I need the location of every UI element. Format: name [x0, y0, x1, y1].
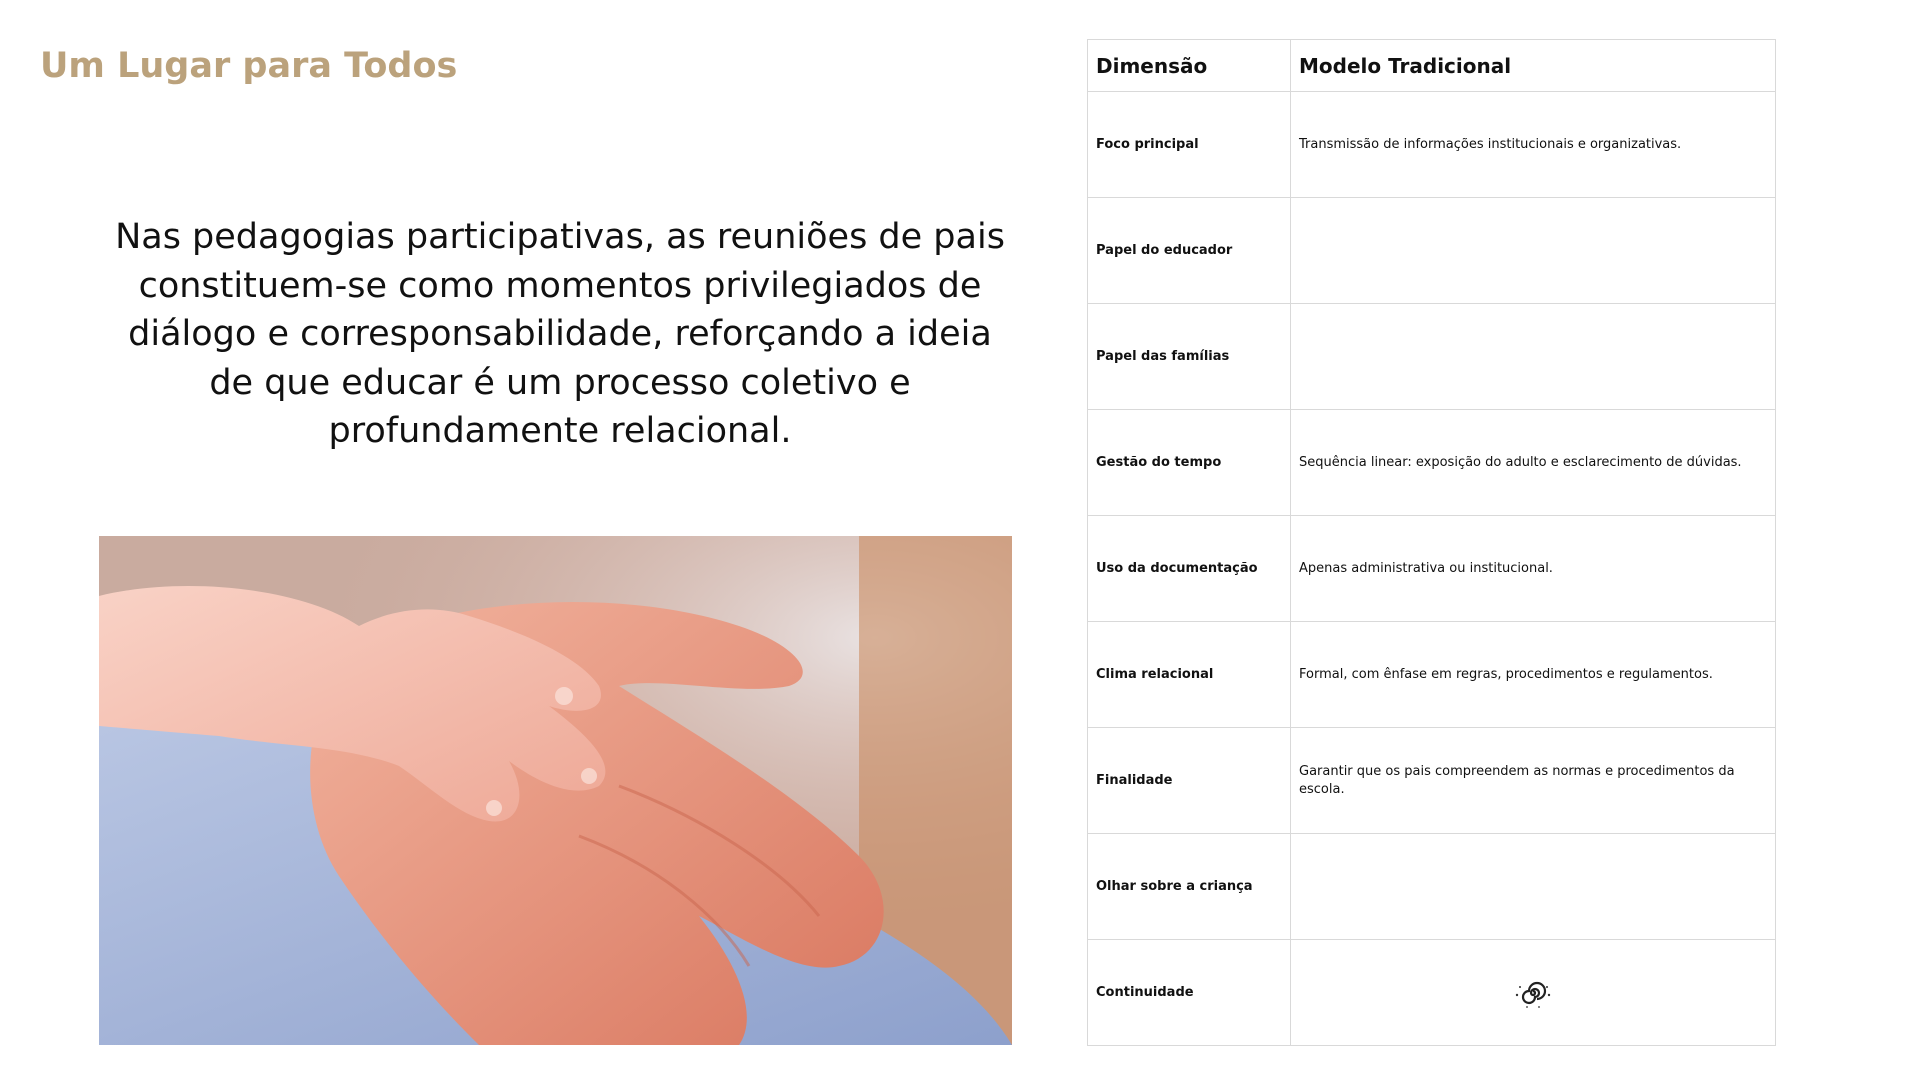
header-dimension: Dimensão: [1088, 40, 1291, 92]
table-row: [1088, 198, 1776, 304]
comparison-table-container: [1087, 39, 1775, 1045]
hands-photo-illustration: [99, 536, 1012, 1045]
row-value: [1291, 198, 1776, 304]
row-value: Sequência linear: exposição do adulto e esclarecimento de dúvidas.: [1291, 410, 1776, 516]
row-value: Garantir que os pais compreendem as normas e procedimentos da escola.: [1291, 728, 1776, 834]
row-value: Formal, com ênfase em regras, procedimentos e regulamentos.: [1291, 622, 1776, 728]
table-row: [1088, 940, 1776, 1046]
table-row: [1088, 516, 1776, 622]
row-value: Transmissão de informações institucionais e organizativas.: [1291, 92, 1776, 198]
header-traditional-model: Modelo Tradicional: [1291, 40, 1776, 92]
row-dimension: Finalidade: [1088, 728, 1291, 834]
comparison-table: [1087, 39, 1776, 1046]
table-row: [1088, 410, 1776, 516]
table-row: [1088, 92, 1776, 198]
row-dimension: Papel do educador: [1088, 198, 1291, 304]
row-dimension: Clima relacional: [1088, 622, 1291, 728]
table-header-row: [1088, 40, 1776, 92]
row-dimension: Gestão do tempo: [1088, 410, 1291, 516]
table-row: [1088, 728, 1776, 834]
row-dimension: Foco principal: [1088, 92, 1291, 198]
row-value: [1291, 834, 1776, 940]
table-row: [1088, 304, 1776, 410]
row-dimension: Papel das famílias: [1088, 304, 1291, 410]
quote-text: Nas pedagogias participativas, as reuniões de pais constituem-se como momentos privilegiados de diálogo e corresponsabilidade, reforçando a ideia de que educar é um processo coletivo e profundamente relacional.: [115, 217, 1005, 451]
row-dimension: Continuidade: [1088, 940, 1291, 1046]
row-value: Apenas administrativa ou institucional.: [1291, 516, 1776, 622]
slide-title: Um Lugar para Todos: [40, 46, 458, 86]
row-dimension: Olhar sobre a criança: [1088, 834, 1291, 940]
row-dimension: Uso da documentação: [1088, 516, 1291, 622]
row-value-logo: [1291, 940, 1776, 1046]
spiral-logo-icon: [1505, 973, 1561, 1013]
hands-photo: [99, 536, 1012, 1045]
table-row: [1088, 622, 1776, 728]
row-value: [1291, 304, 1776, 410]
table-row: [1088, 834, 1776, 940]
